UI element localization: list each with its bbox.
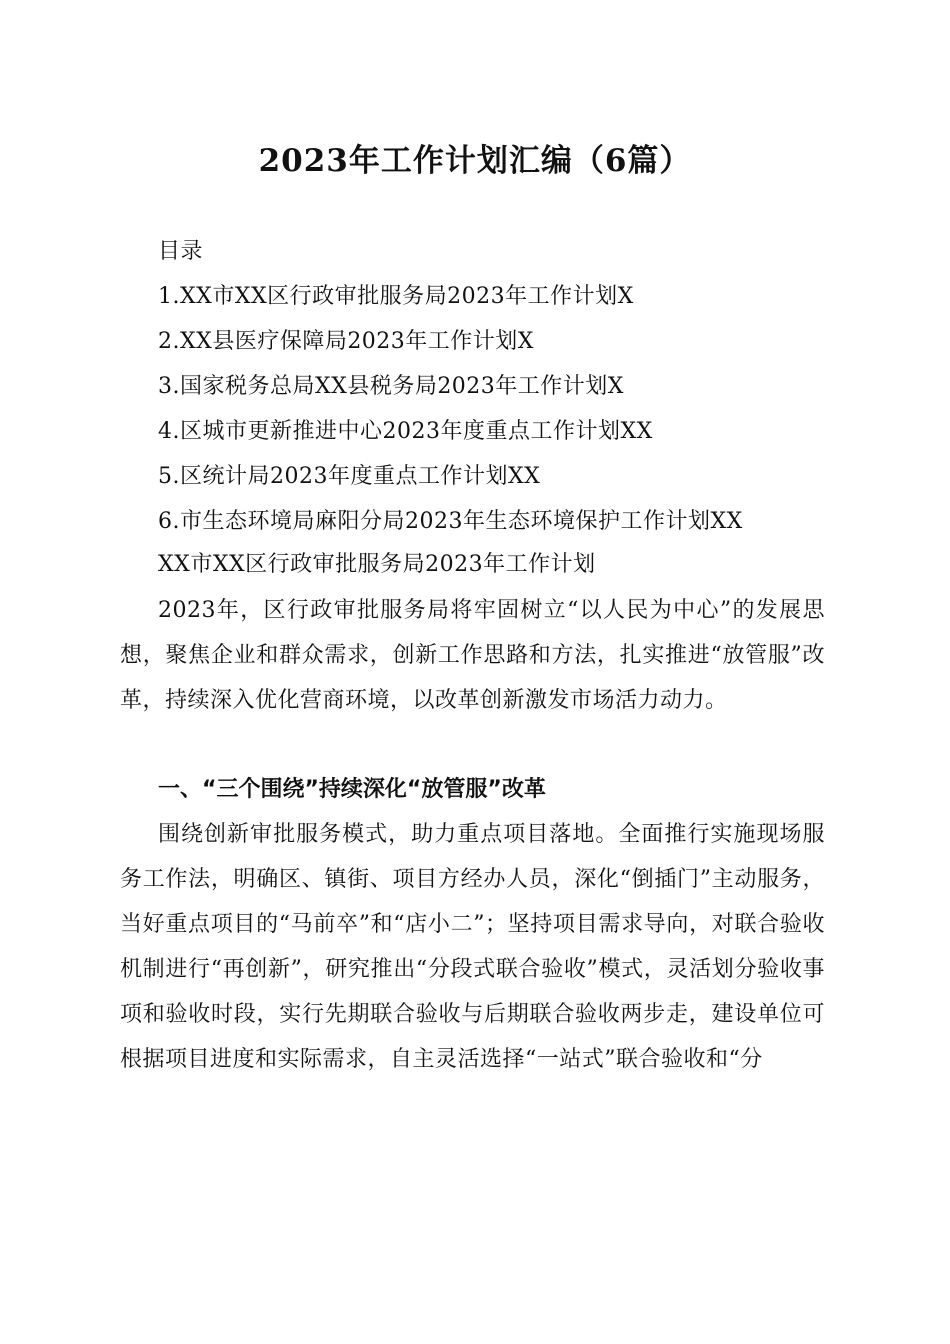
- intro-paragraph: 2023年，区行政审批服务局将牢固树立“以人民为中心”的发展思想，聚焦企业和群众需求，创新工作思路和方法，扎实推进“放管服”改革，持续深入优化营商环境，以改革创新激发市场活力动力。: [120, 598, 825, 713]
- toc-item-3: 3.国家税务总局XX县税务局2023年工作计划X: [158, 374, 624, 399]
- toc-label: 目录: [158, 239, 204, 264]
- toc-item-4: 4.区城市更新推进中心2023年度重点工作计划XX: [158, 419, 653, 444]
- toc-item-5: 5.区统计局2023年度重点工作计划XX: [158, 464, 541, 489]
- document-title: 2023年工作计划汇编（6篇）: [258, 143, 692, 179]
- toc-item-6: 6.市生态环境局麻阳分局2023年生态环境保护工作计划XX: [158, 509, 743, 534]
- section-heading-1: 一、“三个围绕”持续深化“放管服”改革: [158, 777, 546, 802]
- section-title: XX市XX区行政审批服务局2023年工作计划: [158, 552, 596, 577]
- toc-item-1: 1.XX市XX区行政审批服务局2023年工作计划X: [158, 284, 634, 309]
- toc-item-2: 2.XX县医疗保障局2023年工作计划X: [158, 329, 534, 354]
- body-paragraph: 围绕创新审批服务模式，助力重点项目落地。全面推行实施现场服务工作法，明确区、镇街、项目方经办人员，深化“倒插门”主动服务，当好重点项目的“马前卒”和“店小二”；坚持项目需求导向，对联合验收机制进行“再创新”，研究推出“分段式联合验收”模式，灵活划分验收事项和验收时段，实行先期联合验收与后期联合验收两步走，建设单位可根据项目进度和实际需求，自主灵活选择“一站式”联合验收和“分: [120, 822, 825, 1072]
